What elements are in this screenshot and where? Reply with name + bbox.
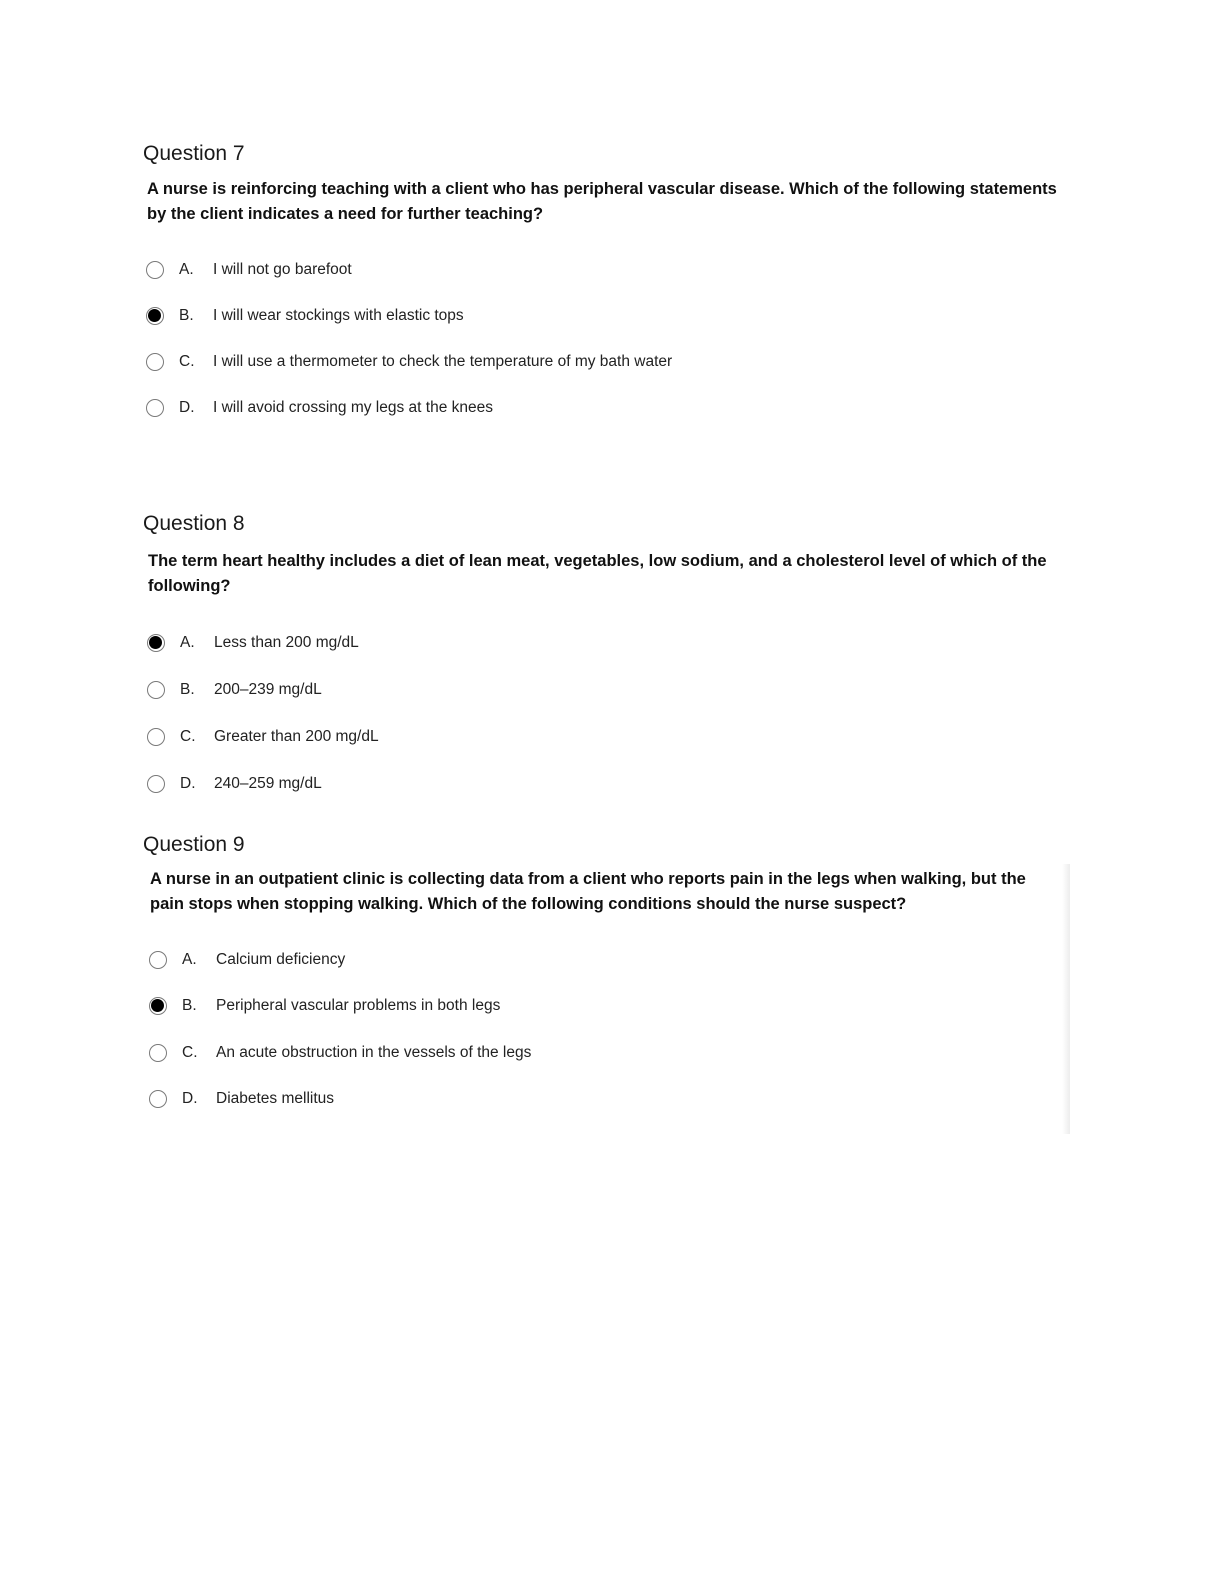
radio-button-c[interactable]: [147, 728, 165, 746]
option-letter: A.: [180, 634, 195, 651]
option-d[interactable]: [149, 1088, 849, 1110]
option-c[interactable]: [146, 351, 846, 373]
option-text: I will use a thermometer to check the temperature of my bath water: [213, 353, 673, 370]
question-text: A nurse is reinforcing teaching with a client who has peripheral vascular disease. Which of the following statements by the client indicates a need for further teaching?: [147, 180, 1057, 223]
option-a[interactable]: [149, 949, 849, 971]
question-title: Question 8: [143, 512, 245, 535]
option-text: Diabetes mellitus: [216, 1090, 335, 1107]
radio-button-b[interactable]: [147, 681, 165, 699]
option-c[interactable]: [147, 726, 847, 748]
radio-button-b[interactable]: [146, 307, 164, 325]
option-text: Less than 200 mg/dL: [214, 634, 359, 651]
option-letter: D.: [182, 1090, 198, 1107]
option-letter: B.: [179, 307, 194, 324]
question-text: A nurse in an outpatient clinic is collecting data from a client who reports pain in the legs when walking, but the pain stops when stopping walking. Which of the following conditions should the nurse suspect?: [150, 870, 1026, 913]
radio-button-a[interactable]: [147, 634, 165, 652]
question-title: Question 9: [143, 833, 245, 856]
option-text: 200–239 mg/dL: [214, 681, 322, 698]
option-letter: C.: [182, 1044, 198, 1061]
option-text: 240–259 mg/dL: [214, 775, 322, 792]
option-letter: C.: [180, 728, 196, 745]
option-c[interactable]: [149, 1042, 849, 1064]
radio-button-d[interactable]: [149, 1090, 167, 1108]
radio-button-a[interactable]: [149, 951, 167, 969]
option-text: Peripheral vascular problems in both legs: [216, 997, 501, 1014]
option-d[interactable]: [146, 397, 846, 419]
option-letter: D.: [179, 399, 195, 416]
option-a[interactable]: [147, 632, 847, 654]
option-letter: B.: [182, 997, 197, 1014]
option-text: An acute obstruction in the vessels of the legs: [216, 1044, 532, 1061]
option-text: I will avoid crossing my legs at the knees: [213, 399, 493, 416]
option-text: I will not go barefoot: [213, 261, 352, 278]
radio-button-b[interactable]: [149, 997, 167, 1015]
option-letter: A.: [179, 261, 194, 278]
radio-button-d[interactable]: [147, 775, 165, 793]
option-letter: A.: [182, 951, 197, 968]
screenshot-edge-shadow: [1062, 864, 1070, 1134]
radio-button-a[interactable]: [146, 261, 164, 279]
option-b[interactable]: [147, 679, 847, 701]
question-text: The term heart healthy includes a diet of lean meat, vegetables, low sodium, and a cholesterol level of which of the following?: [148, 552, 1047, 595]
option-a[interactable]: [146, 259, 846, 281]
option-b[interactable]: [149, 995, 849, 1017]
option-d[interactable]: [147, 773, 847, 795]
radio-button-d[interactable]: [146, 399, 164, 417]
option-letter: D.: [180, 775, 196, 792]
option-text: Calcium deficiency: [216, 951, 346, 968]
question-title: Question 7: [143, 142, 245, 165]
radio-button-c[interactable]: [149, 1044, 167, 1062]
option-text: Greater than 200 mg/dL: [214, 728, 379, 745]
option-letter: C.: [179, 353, 195, 370]
radio-button-c[interactable]: [146, 353, 164, 371]
option-letter: B.: [180, 681, 195, 698]
option-text: I will wear stockings with elastic tops: [213, 307, 464, 324]
option-b[interactable]: [146, 305, 846, 327]
